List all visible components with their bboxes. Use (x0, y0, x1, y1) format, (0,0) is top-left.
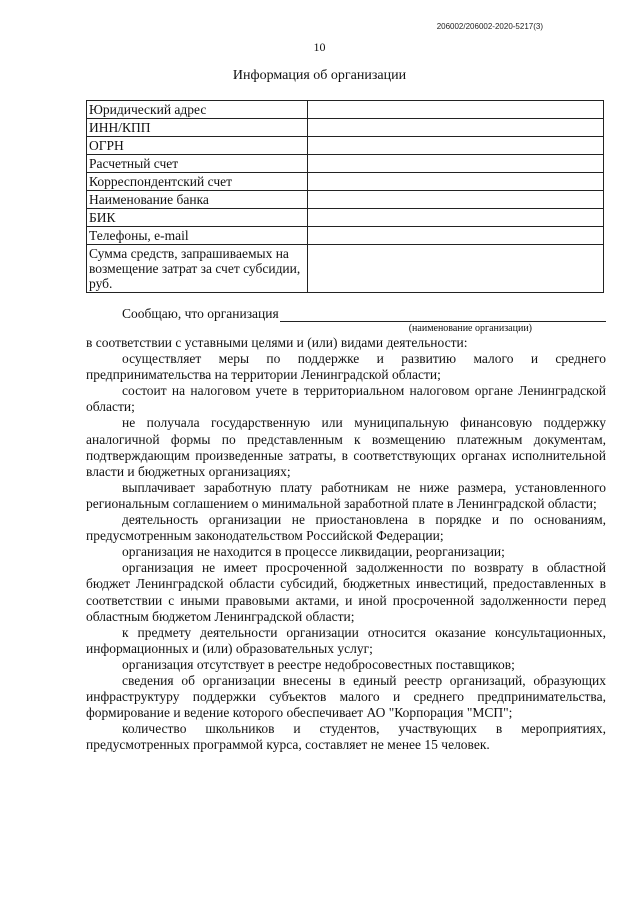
organization-name-caption: (наименование организации) (408, 323, 532, 334)
row-label: Юридический адрес (87, 101, 308, 119)
row-label: Наименование банка (87, 191, 308, 209)
table-row (87, 155, 604, 173)
row-value (308, 137, 604, 155)
row-value (308, 191, 604, 209)
statement-item: осуществляет меры по поддержке и развитию малого и среднего предпринимательства на территории Ленинградской области; (86, 351, 606, 383)
statement-intro-line (86, 304, 606, 322)
statement-lead: в соответствии с уставными целями и (или) видами деятельности: (86, 335, 468, 350)
statement-item: организация отсутствует в реестре недобросовестных поставщиков; (122, 656, 515, 672)
row-value (308, 209, 604, 227)
row-value (308, 155, 604, 173)
statement-item: состоит на налоговом учете в территориальном налоговом органе Ленинградской области; (86, 383, 606, 415)
statement-item: количество школьников и студентов, участвующих в мероприятиях, предусмотренных программой курса, составляет не менее 15 человек. (86, 721, 606, 753)
statement-body (86, 304, 606, 753)
organization-name-blank (280, 309, 606, 322)
statement-item: деятельность организации не приостановлена в порядке и по основаниям, предусмотренным законодательством Российской Федерации; (86, 512, 606, 544)
statement-item: не получала государственную или муниципальную финансовую поддержку аналогичной формы по представленным к возмещению платежным документам, подтверждающим произведенные затраты, в соответствующих органах исполнительной власти и бюджетных организациях; (86, 415, 606, 479)
row-value (308, 245, 604, 293)
row-label: Сумма средств, запрашиваемых на возмещение затрат за счет субсидии, руб. (87, 245, 308, 293)
page-number: 10 (313, 40, 326, 54)
table-row (87, 119, 604, 137)
table-row (87, 101, 604, 119)
organization-info-table (86, 100, 604, 293)
table-row (87, 245, 604, 293)
row-label: ИНН/КПП (87, 119, 308, 137)
table-row (87, 173, 604, 191)
statement-item: организация не имеет просроченной задолженности по возврату в областной бюджет Ленинградской области субсидий, бюджетных инвестиций, предоставленных в соответствии с иными правовыми актами, и иной просроченной задолженности перед областным бюджетом Ленинградской области; (86, 560, 606, 624)
table-row (87, 209, 604, 227)
row-label: БИК (87, 209, 308, 227)
document-id: 206002/206002-2020-5217(3) (436, 22, 543, 31)
row-label: ОГРН (87, 137, 308, 155)
row-label: Расчетный счет (87, 155, 308, 173)
statement-item: организация не находится в процессе ликвидации, реорганизации; (122, 544, 505, 560)
statement-intro: Сообщаю, что организация (122, 305, 279, 321)
row-value (308, 173, 604, 191)
table-row (87, 137, 604, 155)
statement-item: выплачивает заработную плату работникам не ниже размера, установленного региональным соглашением о минимальной заработной плате в Ленинградской области; (86, 479, 606, 511)
row-label: Корреспондентский счет (87, 173, 308, 191)
row-value (308, 101, 604, 119)
table-row (87, 227, 604, 245)
statement-item: к предмету деятельности организации относится оказание консультационных, информационных и (или) образовательных услуг; (86, 624, 606, 656)
page-title: Информация об организации (232, 68, 407, 83)
statement-item: сведения об организации внесены в единый реестр организаций, образующих инфраструктуру поддержки субъектов малого и среднего предпринимательства, формирование и ведение которого обеспечивает АО "Корпорация "МСП"; (86, 672, 606, 721)
row-value (308, 227, 604, 245)
row-value (308, 119, 604, 137)
row-label: Телефоны, e-mail (87, 227, 308, 245)
table-row (87, 191, 604, 209)
